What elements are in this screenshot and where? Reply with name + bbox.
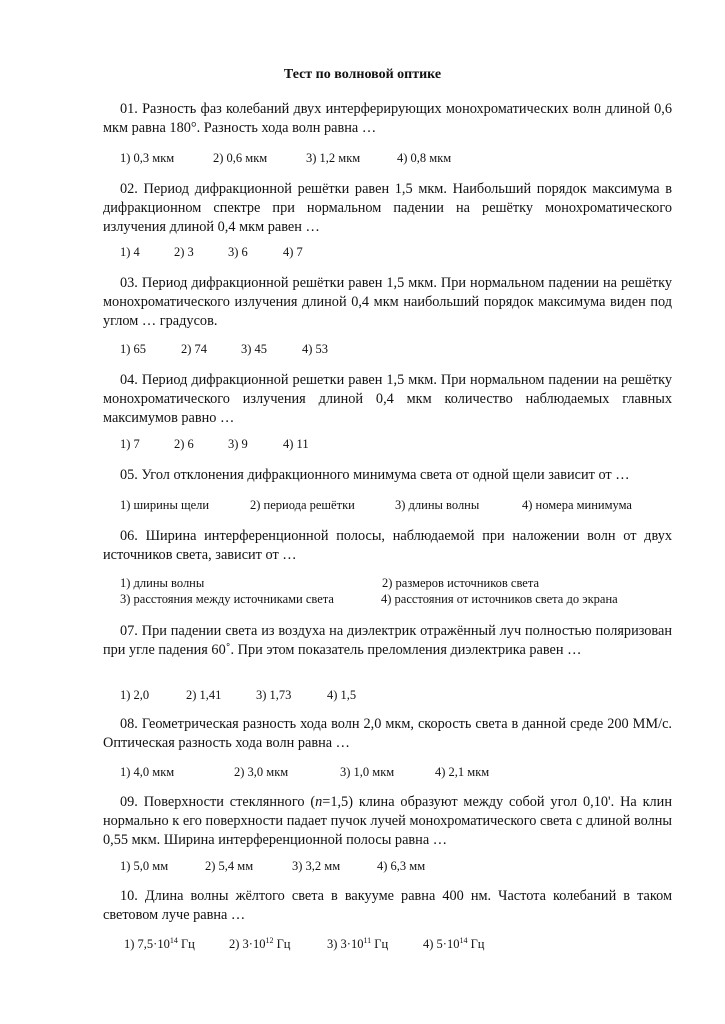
option: 4) расстояния от источников света до экрана: [381, 592, 618, 606]
question-02: [103, 180, 672, 237]
option: 3) 6: [228, 245, 248, 259]
option: 3) 3,2 мм: [292, 859, 341, 873]
option: 3) 45: [241, 342, 268, 356]
question-09: [103, 793, 672, 850]
question-text: 07. При падении света из воздуха на диэлектрик отражённый луч полностью поляризован при угле падения 60˚. При этом показатель преломления диэлектрика равен …: [103, 623, 672, 658]
question-09-options: [120, 858, 425, 874]
option: 2) 5,4 мм: [205, 859, 254, 873]
question-01: [103, 100, 672, 138]
option-base: 4) 5·10: [423, 937, 460, 951]
option-unit: Гц: [273, 937, 291, 951]
option-base: 2) 3·10: [229, 937, 266, 951]
option: [327, 936, 423, 952]
page-title: Тест по волновой оптике: [283, 67, 442, 82]
option: 4) номера минимума: [522, 498, 632, 512]
option: 2) 1,41: [186, 688, 222, 702]
question-06-options: [120, 575, 618, 607]
question-03: [103, 274, 672, 331]
question-text: 04. Период дифракционной решетки равен 1,5 мкм. При нормальном падении на решётку монохроматического излучения длиной 0,4 мкм количество наблюдаемых главных максимумов равно …: [103, 372, 672, 426]
option: 1) 4: [120, 245, 140, 259]
variable-n: n: [315, 794, 323, 810]
option: 2) 3,0 мкм: [234, 765, 289, 779]
option-unit: Гц: [177, 937, 195, 951]
option: 4) 11: [283, 437, 309, 451]
option-exponent: 14: [169, 935, 178, 945]
question-text: 06. Ширина интерференционной полосы, наблюдаемой при наложении волн от двух источников света, зависит от …: [103, 528, 672, 563]
question-text: 02. Период дифракционной решётки равен 1,5 мкм. Наибольший порядок максимума в дифракционном спектре при нормальном падении на решётку монохроматического излучения длиной 0,4 мкм равен …: [103, 181, 672, 235]
question-05: [103, 466, 672, 485]
option: 4) 53: [302, 342, 329, 356]
option-unit: Гц: [467, 937, 485, 951]
option-unit: Гц: [371, 937, 389, 951]
option: 4) 2,1 мкм: [435, 765, 490, 779]
question-01-options: [120, 150, 451, 166]
option: 1) 65: [120, 342, 147, 356]
question-04: [103, 371, 672, 428]
option: 1) 5,0 мм: [120, 859, 169, 873]
question-text: [103, 793, 672, 850]
option: 3) 9: [228, 437, 248, 451]
option: 2) периода решётки: [250, 498, 355, 512]
option: 4) 0,8 мкм: [397, 151, 452, 165]
option: 2) 3: [174, 245, 194, 259]
option: 3) 1,73: [256, 688, 292, 702]
question-text: 10. Длина волны жёлтого света в вакууме равна 400 нм. Частота колебаний в таком световом луче равна …: [103, 888, 672, 923]
option: [124, 936, 229, 952]
option: 4) 1,5: [327, 688, 357, 702]
option-exponent: 11: [363, 935, 372, 945]
question-04-options: [120, 436, 309, 452]
question-text: 05. Угол отклонения дифракционного минимума света от одной щели зависит от …: [120, 467, 630, 483]
option: 1) длины волны: [120, 576, 205, 590]
option: 1) 7: [120, 437, 140, 451]
question-06: [103, 527, 672, 565]
option: 2) 6: [174, 437, 194, 451]
option: 1) 4,0 мкм: [120, 765, 175, 779]
option-base: 1) 7,5·10: [124, 937, 170, 951]
option-exponent: 12: [265, 935, 274, 945]
question-08-options: [120, 764, 489, 780]
option: 2) размеров источников света: [382, 576, 540, 590]
question-text: 08. Геометрическая разность хода волн 2,0 мкм, скорость света в данной среде 200 ММ/с. Оптическая разность хода волн равна …: [103, 716, 672, 751]
question-03-options: [120, 341, 328, 357]
question-08: [103, 715, 672, 753]
option: 1) ширины щели: [120, 498, 210, 512]
question-text: 03. Период дифракционной решётки равен 1,5 мкм. При нормальном падении на решётку монохроматического излучения длиной 0,4 мкм наибольший порядок максимума виден под углом … градусов.: [103, 275, 672, 329]
option: 2) 0,6 мкм: [213, 151, 268, 165]
question-text-part: =1,5) клина образуют между собой угол 0,10'. На клин нормально к его поверхности падает пучок лучей монохроматического света с длиной волны 0,55 мкм. Ширина интерференционной полосы равна …: [103, 794, 672, 848]
option: [423, 936, 485, 952]
question-text-part: 09. Поверхности стеклянного (: [120, 794, 316, 810]
option: 3) расстояния между источниками света: [120, 592, 334, 606]
option: 1) 0,3 мкм: [120, 151, 175, 165]
question-text: 01. Разность фаз колебаний двух интерферирующих монохроматических волн длиной 0,6 мкм равна 180°. Разность хода волн равна …: [103, 101, 672, 136]
option-exponent: 14: [459, 935, 468, 945]
question-07: [103, 622, 672, 660]
option: 1) 2,0: [120, 688, 150, 702]
option: [229, 936, 327, 952]
option: 3) 1,2 мкм: [306, 151, 361, 165]
question-02-options: [120, 244, 303, 260]
option: 2) 74: [181, 342, 208, 356]
option: 3) длины волны: [395, 498, 480, 512]
option: 3) 1,0 мкм: [340, 765, 395, 779]
question-07-options: [120, 687, 356, 703]
question-05-options: [120, 497, 632, 513]
question-10-options: [124, 936, 485, 952]
option: 4) 7: [283, 245, 303, 259]
option: 4) 6,3 мм: [377, 859, 426, 873]
question-10: [103, 887, 672, 925]
option-base: 3) 3·10: [327, 937, 364, 951]
